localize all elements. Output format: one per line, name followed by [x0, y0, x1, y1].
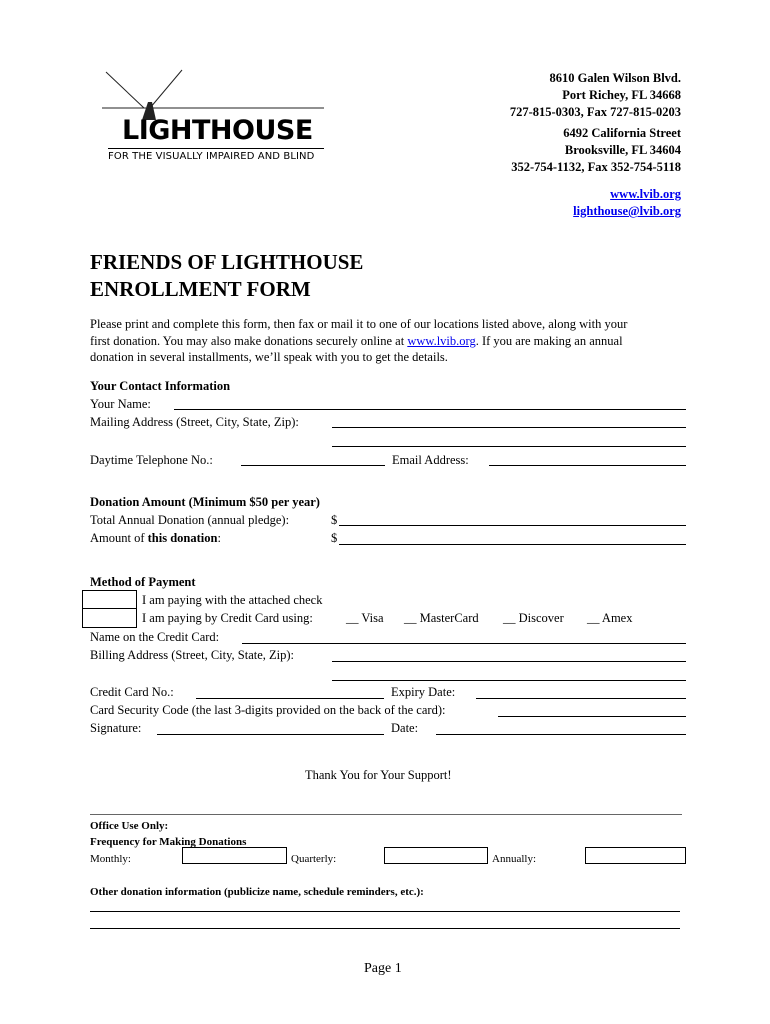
- mailing-address-field[interactable]: [332, 427, 686, 428]
- page-number: Page 1: [364, 961, 402, 976]
- contact-heading: Your Contact Information: [90, 379, 231, 393]
- billing-address-field-2[interactable]: [332, 680, 686, 681]
- monthly-box[interactable]: [182, 847, 287, 864]
- email-field[interactable]: [489, 465, 686, 466]
- expiry-field[interactable]: [476, 698, 686, 699]
- card-name-label: Name on the Credit Card:: [90, 630, 220, 644]
- logo-underline: [108, 148, 324, 149]
- intro-line2: [90, 334, 623, 348]
- logo-tagline: FOR THE VISUALLY IMPAIRED AND BLIND: [108, 151, 315, 162]
- check-label: I am paying with the attached check: [142, 593, 323, 607]
- name-field[interactable]: [174, 409, 686, 410]
- address-line: 6492 California Street: [563, 126, 681, 140]
- form-title-line1: FRIENDS OF LIGHTHOUSE: [90, 250, 364, 274]
- intro-text: first donation. You may also make donations securely online at: [90, 334, 408, 348]
- other-info-field[interactable]: [90, 911, 680, 912]
- address-line: 352-754-1132, Fax 352-754-5118: [511, 160, 681, 174]
- thank-you-text: Thank You for Your Support!: [305, 768, 452, 782]
- signature-field[interactable]: [157, 734, 384, 735]
- billing-address-label: Billing Address (Street, City, State, Zip):: [90, 648, 295, 662]
- check-box[interactable]: [82, 590, 137, 609]
- date-label: Date:: [391, 721, 419, 735]
- csc-label: Card Security Code (the last 3-digits provided on the back of the card):: [90, 703, 446, 717]
- label-text-bold: this donation: [147, 531, 218, 545]
- date-field[interactable]: [436, 734, 686, 735]
- annual-donation-field[interactable]: [339, 525, 686, 526]
- signature-label: Signature:: [90, 721, 142, 735]
- card-number-field[interactable]: [196, 698, 384, 699]
- monthly-label: Monthly:: [90, 853, 131, 865]
- card-name-field[interactable]: [242, 643, 686, 644]
- intro-text: . If you are making an annual: [475, 334, 623, 348]
- this-donation-field[interactable]: [339, 544, 686, 545]
- address-port-richey: [510, 70, 681, 121]
- card-number-label: Credit Card No.:: [90, 685, 174, 699]
- logo-name: LIGHTHOUSE: [122, 115, 313, 146]
- intro-line1: Please print and complete this form, then fax or mail it to one of our locations listed above, along with your: [90, 317, 628, 331]
- other-info-label: Other donation information (publicize name, schedule reminders, etc.):: [90, 886, 424, 898]
- donation-heading: Donation Amount (Minimum $50 per year): [90, 495, 320, 509]
- quarterly-label: Quarterly:: [291, 853, 337, 865]
- amex-option[interactable]: __ Amex: [587, 611, 633, 625]
- email-label: Email Address:: [392, 453, 469, 467]
- phone-label: Daytime Telephone No.:: [90, 453, 213, 467]
- this-donation-label: [90, 531, 221, 545]
- form-title-line2: ENROLLMENT FORM: [90, 277, 311, 301]
- contact-links: [573, 186, 681, 220]
- csc-field[interactable]: [498, 716, 686, 717]
- website-link[interactable]: www.lvib.org: [610, 187, 681, 201]
- phone-field[interactable]: [241, 465, 385, 466]
- annually-box[interactable]: [585, 847, 686, 864]
- lighthouse-logo: [92, 68, 332, 168]
- card-label: I am paying by Credit Card using:: [142, 611, 313, 625]
- address-line: 727-815-0303, Fax 727-815-0203: [509, 105, 681, 119]
- label-text: :: [217, 531, 221, 545]
- currency-symbol: $: [331, 531, 338, 545]
- quarterly-box[interactable]: [384, 847, 488, 864]
- other-info-field-2[interactable]: [90, 928, 680, 929]
- payment-heading: Method of Payment: [90, 575, 196, 589]
- mastercard-option[interactable]: __ MasterCard: [404, 611, 479, 625]
- frequency-heading: Frequency for Making Donations: [90, 836, 247, 848]
- annual-donation-label: Total Annual Donation (annual pledge):: [90, 513, 290, 527]
- address-line: Port Richey, FL 34668: [562, 88, 681, 102]
- discover-option[interactable]: __ Discover: [503, 611, 564, 625]
- name-label: Your Name:: [90, 397, 151, 411]
- billing-address-field[interactable]: [332, 661, 686, 662]
- mailing-address-label: Mailing Address (Street, City, State, Zip):: [90, 415, 299, 429]
- office-divider: [90, 814, 682, 815]
- currency-symbol: $: [331, 513, 338, 527]
- visa-option[interactable]: __ Visa: [346, 611, 384, 625]
- label-text: Amount of: [90, 531, 148, 545]
- office-heading: Office Use Only:: [90, 820, 169, 832]
- annually-label: Annually:: [492, 853, 536, 865]
- expiry-label: Expiry Date:: [391, 685, 456, 699]
- intro-website-link[interactable]: www.lvib.org: [407, 334, 476, 348]
- address-brooksville: [511, 125, 681, 176]
- mailing-address-field-2[interactable]: [332, 446, 686, 447]
- intro-line3: donation in several installments, we’ll speak with you to get the details.: [90, 350, 448, 364]
- email-link[interactable]: lighthouse@lvib.org: [573, 204, 681, 218]
- address-line: Brooksville, FL 34604: [564, 143, 681, 157]
- address-line: 8610 Galen Wilson Blvd.: [549, 71, 681, 85]
